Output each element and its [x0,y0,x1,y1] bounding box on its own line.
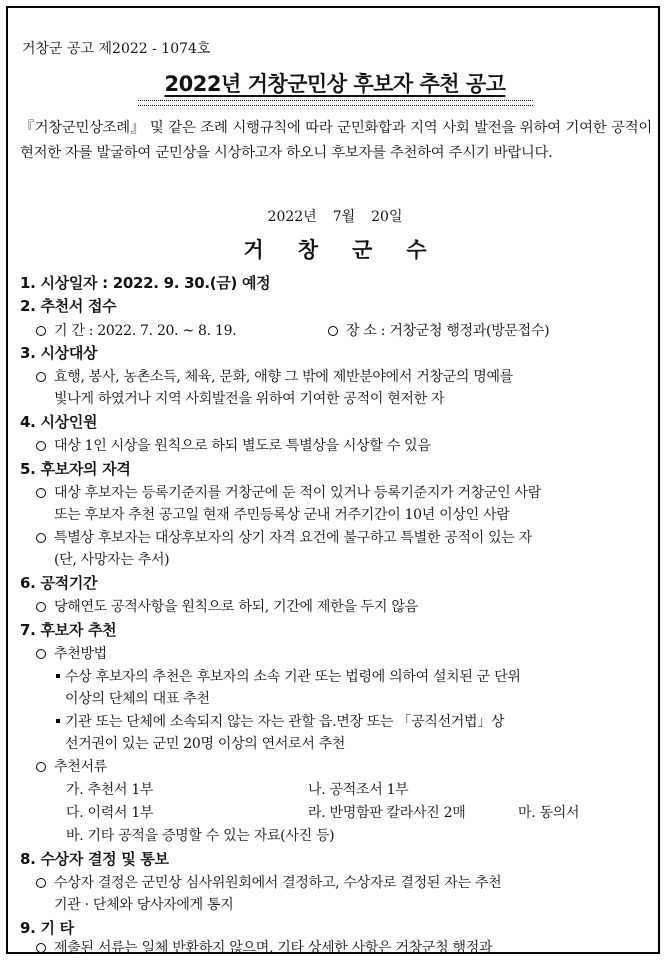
section-3-heading: 3. 시상대상 [20,344,98,362]
text: 제출된 서류는 일체 반환하지 않으며, 기타 상세한 사항은 거창군청 행정과 [54,940,493,956]
page-title: 2022년 거창군민상 후보자 추천 공고 [164,72,506,96]
section-5-a2: 또는 후보자 추천 공고일 현재 주민등록상 군내 거주기간이 10년 이상인 사람 [54,507,510,523]
section-2-heading: 2. 추천서 접수 [20,297,117,315]
doc-na: 나. 공적조서 1부 [308,782,409,798]
text: 효행, 봉사, 농촌소득, 체육, 문화, 애향 그 밖에 제반분야에서 거창군의 명예를 [54,369,513,385]
section-2-place [328,320,549,340]
text: 수상 후보자의 추천은 후보자의 소속 기관 또는 법령에 의하여 설치된 군 단위 [65,669,521,685]
notice-date [8,206,662,226]
circle-bullet-icon [36,602,46,612]
section-8-line2: 기관 · 단체와 당사자에게 통지 [54,897,234,913]
date-month: 7월 [332,209,356,225]
date-year: 2022년 [267,209,317,225]
circle-bullet-icon [36,488,46,498]
circle-bullet-icon [36,441,46,451]
circle-bullet-icon [36,878,46,888]
section-6-line1 [36,596,418,616]
title-double-underline [138,100,533,106]
section-9-line1 [36,937,492,957]
section-7-heading: 7. 후보자 추천 [20,621,117,639]
doc-ra: 라. 반명함판 칼라사진 2매 [308,805,466,821]
date-day: 20일 [371,209,403,225]
notice-document [6,6,660,954]
circle-bullet-icon [36,372,46,382]
circle-bullet-icon [328,326,338,336]
circle-bullet-icon [36,326,46,336]
recommend-docs-label [36,756,107,776]
notice-number: 거창군 공고 제2022 - 1074호 [22,41,211,57]
text: 대상 후보자는 등록기준지를 거창군에 둔 적이 있거나 등록기준지가 거창군인 사람 [54,485,541,501]
period-text: 기 간 : 2022. 7. 20. ~ 8. 19. [54,323,237,339]
section-2-period [36,320,236,340]
section-5-heading: 5. 후보자의 자격 [20,460,131,478]
section-5-b1 [36,527,532,547]
section-4-line1 [36,435,431,455]
section-5-a1 [36,482,541,502]
section-4-heading: 4. 시상인원 [20,413,98,431]
circle-bullet-icon [36,649,46,659]
square-bullet-icon [56,719,60,723]
section-3-line2: 빛나게 하였거나 지역 사회발전을 위하여 기여한 공적이 현저한 자 [54,391,445,407]
section-8-heading: 8. 수상자 결정 및 통보 [20,850,169,868]
doc-ga: 가. 추천서 1부 [66,782,154,798]
circle-bullet-icon [36,762,46,772]
text: 대상 1인 시상을 원칙으로 하되 별도로 특별상을 시상할 수 있음 [54,438,431,454]
method-1a [56,666,521,686]
section-1-heading: 1. 시상일자 : 2022. 9. 30.(금) 예정 [20,274,271,292]
section-8-line1 [36,872,501,892]
issuer-name: 거창군수 [243,237,461,262]
doc-da: 다. 이력서 1부 [66,805,154,821]
circle-bullet-icon [36,943,46,953]
text: 수상자 결정은 군민상 심사위원회에서 결정하고, 수상자로 결정된 자는 추천 [54,875,502,891]
section-6-heading: 6. 공적기간 [20,574,98,592]
intro-paragraph: 『거창군민상조례』 및 같은 조례 시행규칙에 따라 군민화합과 지역 사회 발전을 위하여 기여한 공적이 현저한 자를 발굴하여 군민상을 시상하고자 하오니 후보자를 추천하여 주시기 바랍니다. [20,120,652,161]
text: 기관 또는 단체에 소속되지 않는 자는 관할 읍.면장 또는 「공직선거법」상 [65,714,505,730]
text: 추천서류 [54,759,107,775]
text: 당해연도 공적사항을 원칙으로 하되, 기간에 제한을 두지 않음 [54,599,418,615]
doc-ba: 바. 기타 공적을 증명할 수 있는 자료(사진 등) [66,828,335,844]
method-1b: 이상의 단체의 대표 추천 [65,691,210,707]
method-2a [56,711,504,731]
place-text: 장 소 : 거창군청 행정과(방문접수) [346,323,550,339]
text: 추천방법 [54,646,107,662]
section-5-b2: (단, 사망자는 추서) [54,552,170,568]
circle-bullet-icon [36,533,46,543]
square-bullet-icon [56,674,60,678]
section-3-line1 [36,366,513,386]
text: 특별상 후보자는 대상후보자의 상기 자격 요건에 불구하고 특별한 공적이 있는 자 [54,530,532,546]
section-9-heading: 9. 기 타 [20,919,74,937]
doc-ma: 마. 동의서 [518,805,580,821]
method-2b: 선거권이 있는 군민 20명 이상의 연서로서 추천 [65,736,346,752]
recommend-method-label [36,643,107,663]
